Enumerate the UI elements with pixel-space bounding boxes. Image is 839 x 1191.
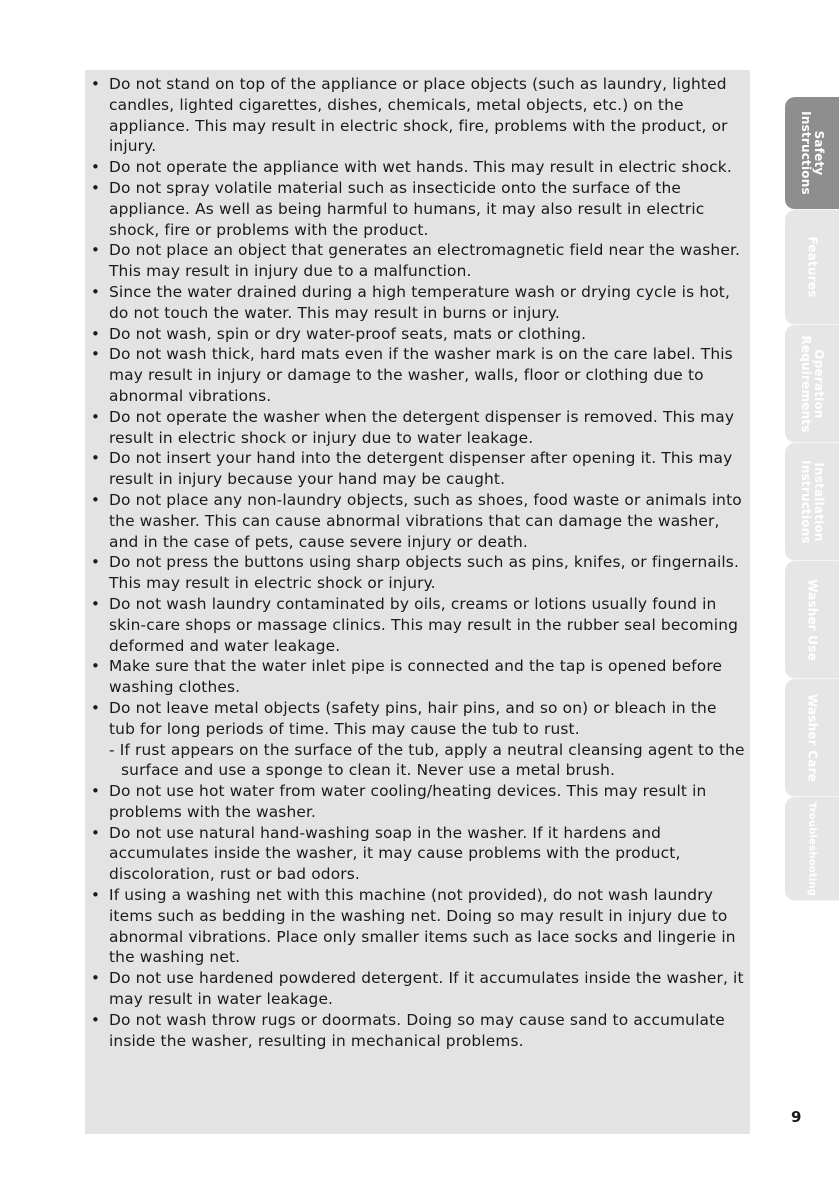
list-item: • Do not use natural hand-washing soap in the washer. If it hardens and accumulates inside the washer, it may cause problems with the product, discoloration, rust or bad odors. xyxy=(85,823,745,885)
list-item: • If using a washing net with this machine (not provided), do not wash laundry items such as bedding in the washing net. Doing so may result in injury due to abnormal vibrations. Place only smaller items such as lace socks and lingerie in the washing net. xyxy=(85,885,745,968)
list-item: • Do not press the buttons using sharp objects such as pins, knifes, or fingernails. This may result in electric shock or injury. xyxy=(85,552,745,594)
list-item: • Do not insert your hand into the detergent dispenser after opening it. This may result in injury because your hand may be caught. xyxy=(85,448,745,490)
list-item: • Do not spray volatile material such as insecticide onto the surface of the appliance. As well as being harmful to humans, it may also result in electric shock, fire or problems with the product. xyxy=(85,178,745,240)
list-item: • Do not place an object that generates an electromagnetic field near the washer. This may result in injury due to a malfunction. xyxy=(85,240,745,282)
tab-troubleshooting[interactable]: Troubleshooting xyxy=(785,797,839,901)
tab-operation-requirements[interactable]: Operation Requirements xyxy=(785,325,839,443)
list-item: • Do not stand on top of the appliance or place objects (such as laundry, lighted candles, lighted cigarettes, dishes, chemicals, metal objects, etc.) on the appliance. This may result in electric shock, fire, problems with the product, or injury. xyxy=(85,74,745,157)
tab-features[interactable]: Features xyxy=(785,210,839,325)
list-item: • Do not operate the washer when the detergent dispenser is removed. This may result in electric shock or injury due to water leakage. xyxy=(85,407,745,449)
list-item: • Do not place any non-laundry objects, such as shoes, food waste or animals into the washer. This can cause abnormal vibrations that can damage the washer, and in the case of pets, cause severe injury or death. xyxy=(85,490,745,552)
list-item: • Do not leave metal objects (safety pins, hair pins, and so on) or bleach in the tub for long periods of time. This may cause the tub to rust. - If rust appears on the surface of the tub, apply a neutral cleansing agent to the surface and use a sponge to clean it. Never use a metal brush. xyxy=(85,698,745,781)
list-item: • Do not wash, spin or dry water-proof seats, mats or clothing. xyxy=(85,324,745,345)
list-item: • Do not wash thick, hard mats even if the washer mark is on the care label. This may result in injury or damage to the washer, walls, floor or clothing due to abnormal vibrations. xyxy=(85,344,745,406)
list-item: • Make sure that the water inlet pipe is connected and the tap is opened before washing clothes. xyxy=(85,656,745,698)
rust-subnote: - If rust appears on the surface of the tub, apply a neutral cleansing agent to the surface and use a sponge to clean it. Never use a metal brush. xyxy=(109,740,745,780)
tab-washer-use[interactable]: Washer Use xyxy=(785,561,839,679)
list-item: • Do not operate the appliance with wet hands. This may result in electric shock. xyxy=(85,157,745,178)
page-number: 9 xyxy=(791,1108,802,1126)
tab-installation-instructions[interactable]: Installation Instructions xyxy=(785,443,839,561)
list-item: • Since the water drained during a high temperature wash or drying cycle is hot, do not touch the water. This may result in burns or injury. xyxy=(85,282,745,324)
list-item: • Do not use hardened powdered detergent. If it accumulates inside the washer, it may result in water leakage. xyxy=(85,968,745,1010)
tab-washer-care[interactable]: Washer Care xyxy=(785,679,839,797)
safety-list xyxy=(85,74,745,1051)
tab-safety-instructions[interactable]: Safety Instructions xyxy=(785,97,839,210)
safety-content-panel xyxy=(85,70,750,1134)
list-item: • Do not wash laundry contaminated by oils, creams or lotions usually found in skin-care shops or massage clinics. This may result in the rubber seal becoming deformed and water leakage. xyxy=(85,594,745,656)
list-item: • Do not wash throw rugs or doormats. Doing so may cause sand to accumulate inside the washer, resulting in mechanical problems. xyxy=(85,1010,745,1052)
list-item: • Do not use hot water from water cooling/heating devices. This may result in problems with the washer. xyxy=(85,781,745,823)
